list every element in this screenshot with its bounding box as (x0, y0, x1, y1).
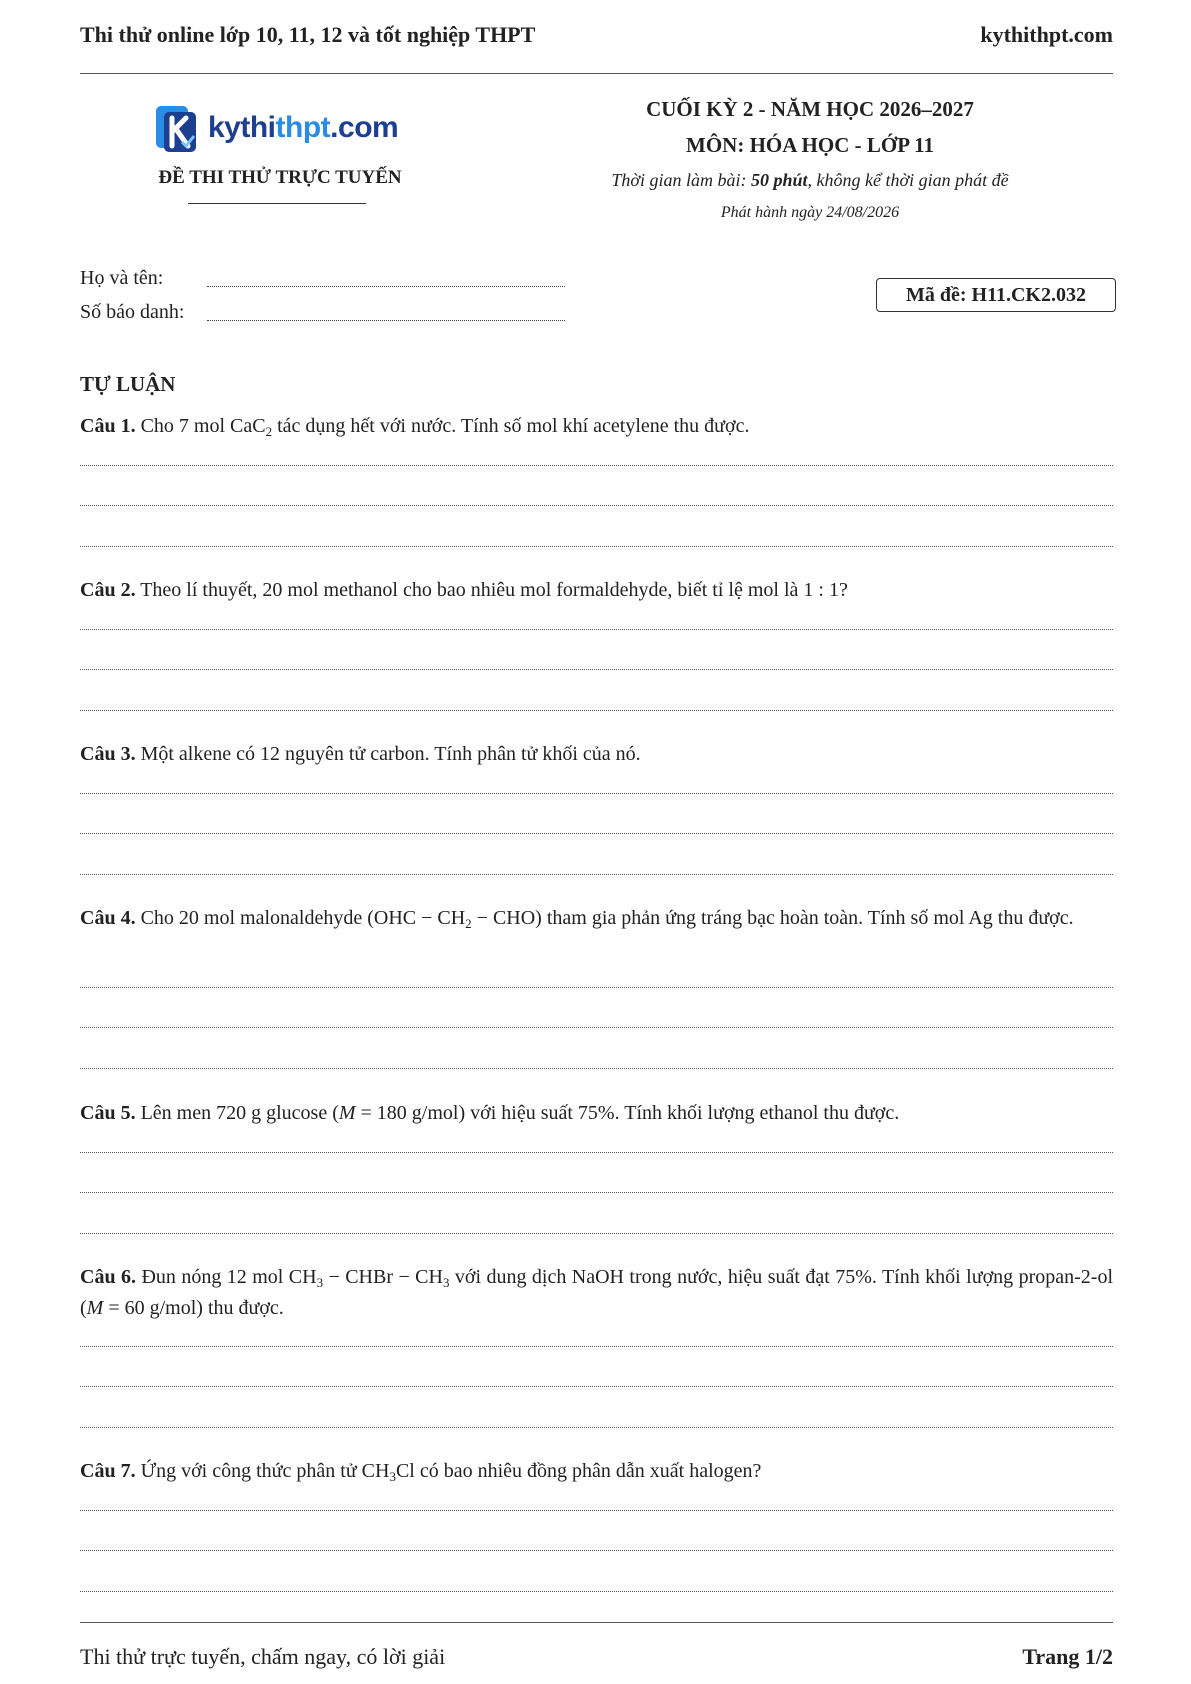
exam-time (560, 170, 1060, 191)
question-4 (80, 903, 1113, 934)
answer-line[interactable] (80, 669, 1113, 670)
question-text: Đun nóng 12 mol CH (136, 1266, 317, 1288)
answer-line[interactable] (80, 1152, 1113, 1153)
answer-line[interactable] (80, 1192, 1113, 1193)
logo-text-thpt: thpt (275, 111, 331, 144)
question-label: Câu 2. (80, 579, 136, 601)
exam-term: CUỐI KỲ 2 - NĂM HỌC 2026–2027 (646, 97, 974, 121)
question-label: Câu 7. (80, 1460, 136, 1482)
footer-left: Thi thử trực tuyến, chấm ngay, có lời giải (80, 1644, 446, 1669)
footer-rule (80, 1622, 1113, 1623)
logo-subtitle: ĐỀ THI THỬ TRỰC TUYẾN (158, 167, 402, 188)
answer-line[interactable] (80, 465, 1113, 466)
question-label: Câu 5. (80, 1102, 136, 1124)
logo-text-kythi: kythi (208, 111, 276, 144)
question-text: với dung dịch NaOH trong nước, hiệu suất đạt 75%. Tính khối lượng propan-2-ol ( (80, 1266, 1113, 1319)
section-title: TỰ LUẬN (80, 372, 176, 396)
logo-text-com: .com (330, 111, 399, 144)
exam-subject: MÔN: HÓA HỌC - LỚP 11 (686, 133, 934, 157)
logo-underline (188, 203, 366, 204)
question-label: Câu 3. (80, 743, 136, 765)
exam-code-box: Mã đề: H11.CK2.032 (876, 278, 1116, 312)
answer-line[interactable] (80, 1233, 1113, 1234)
header-left: Thi thử online lớp 10, 11, 12 và tốt nghiệp THPT (80, 22, 536, 47)
question-text: tác dụng hết với nước. Tính số mol khí acetylene thu được. (272, 415, 750, 437)
question-5 (80, 1098, 1113, 1129)
header-rule (80, 73, 1113, 74)
subscript: 3 (442, 1275, 450, 1290)
logo-document-icon (152, 102, 200, 154)
question-label: Câu 1. (80, 415, 136, 437)
site-logo (152, 100, 412, 156)
question-6 (80, 1262, 1113, 1324)
question-label: Câu 6. (80, 1266, 137, 1288)
exam-time-value: 50 phút (751, 170, 808, 190)
student-id-label: Số báo danh: (80, 301, 185, 323)
question-text: Cho 20 mol malonaldehyde (OHC − CH (135, 907, 466, 929)
exam-release-date: Phát hành ngày 24/08/2026 (720, 204, 900, 221)
math-variable: M (338, 1102, 356, 1124)
subscript: 2 (465, 916, 472, 931)
question-3 (80, 739, 1113, 770)
answer-line[interactable] (80, 1068, 1113, 1069)
answer-line[interactable] (80, 546, 1113, 547)
student-name-label: Họ và tên: (80, 267, 164, 289)
answer-line[interactable] (80, 710, 1113, 711)
question-label: Câu 4. (80, 907, 136, 929)
answer-line[interactable] (80, 1027, 1113, 1028)
question-text: Lên men 720 g glucose ( (135, 1102, 339, 1124)
question-text: Một alkene có 12 nguyên tử carbon. Tính phân tử khối của nó. (135, 743, 641, 765)
question-text: Theo lí thuyết, 20 mol methanol cho bao nhiêu mol formaldehyde, biết tỉ lệ mol là 1 : 1? (135, 579, 848, 601)
answer-line[interactable] (80, 793, 1113, 794)
question-2 (80, 575, 1113, 606)
exam-time-prefix: Thời gian làm bài: (611, 170, 751, 190)
question-text: Cho 7 mol CaC (135, 415, 266, 437)
question-text: = 180 g/mol) với hiệu suất 75%. Tính khối lượng ethanol thu được. (355, 1102, 900, 1124)
question-1 (80, 411, 1113, 442)
answer-line[interactable] (80, 1510, 1113, 1511)
student-name-field[interactable] (207, 286, 565, 287)
subscript: 2 (265, 424, 273, 439)
answer-line[interactable] (80, 1591, 1113, 1592)
question-text: Ứng với công thức phân tử CH (135, 1460, 390, 1482)
header-site[interactable]: kythithpt.com (980, 22, 1113, 47)
answer-line[interactable] (80, 1386, 1113, 1387)
exam-time-suffix: , không kể thời gian phát đề (807, 170, 1009, 190)
answer-line[interactable] (80, 505, 1113, 506)
student-id-field[interactable] (207, 320, 565, 321)
answer-line[interactable] (80, 874, 1113, 875)
answer-line[interactable] (80, 1346, 1113, 1347)
math-variable: M (86, 1297, 104, 1319)
question-text: − CHO) tham gia phản ứng tráng bạc hoàn toàn. Tính số mol Ag thu được. (471, 907, 1074, 929)
answer-line[interactable] (80, 833, 1113, 834)
answer-line[interactable] (80, 1550, 1113, 1551)
page-number: Trang 1/2 (1022, 1644, 1113, 1669)
question-text: Cl có bao nhiêu đồng phân dẫn xuất halogen? (395, 1460, 762, 1482)
answer-line[interactable] (80, 629, 1113, 630)
subscript: 3 (316, 1275, 324, 1290)
question-text: − CHBr − CH (323, 1266, 443, 1288)
answer-line[interactable] (80, 987, 1113, 988)
answer-line[interactable] (80, 1427, 1113, 1428)
question-text: = 60 g/mol) thu được. (103, 1297, 284, 1319)
subscript: 3 (389, 1469, 396, 1484)
question-7 (80, 1456, 1113, 1487)
